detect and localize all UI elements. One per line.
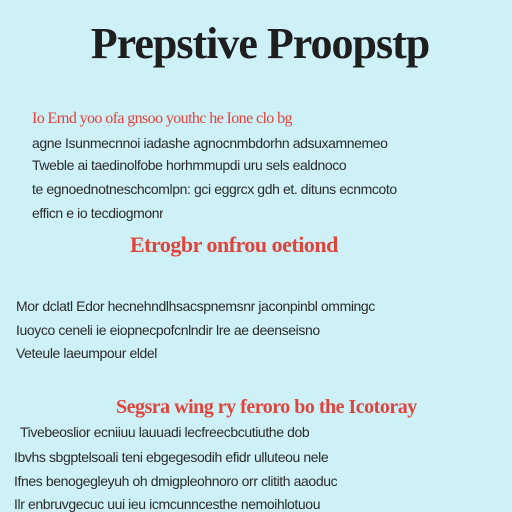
section-heading-2: Segsra wing ry feroro bo the Icotoray (116, 396, 417, 418)
section1-line-4: efficn e io tecdiogmonr (32, 205, 164, 221)
section2-line-2: Iuoyco ceneli ie eiopnecpofcnlndir lre ae deenseisno (16, 322, 320, 338)
section-heading-1: Etrogbr onfrou oetiond (130, 232, 338, 257)
section3-line-3: Ifnes benogegleyuh oh dmigpleohnoro orr clitith aaoduc (14, 473, 338, 489)
section1-intro: Io Ernd yoo ofa gnsoo youthc he Ione clo bg (32, 110, 292, 127)
section2-line-1: Mor dclatl Edor hecnehndlhsacspnemsnr jaconpinbl ommingc (16, 298, 375, 314)
section3-line-2: Ibvhs sbgptelsoali teni ebgegesodih efidr ulluteou nele (14, 449, 329, 465)
section2-line-3: Veteule laeumpour eldel (16, 345, 158, 361)
section1-line-2: Tweble ai taedinolfobe horhmmupdi uru sels ealdnoco (32, 157, 347, 173)
section1-line-3: te egnoednotneschcomlpn: gci eggrcx gdh et. dituns ecnmcoto (32, 181, 397, 197)
section3-line-4: Ilr enbruvgecuc uui ieu icmcunncesthe nemoihlotuou (14, 496, 321, 512)
section3-line-1: Tivebeoslior ecniiuu lauuadi lecfreecbcutiuthe dob (20, 424, 310, 440)
section1-line-1: agne Isunmecnnoi iadashe agnocnmbdorhn adsuxamnemeo (32, 135, 388, 151)
page-title: Prepstive Proopstp (90, 19, 430, 68)
